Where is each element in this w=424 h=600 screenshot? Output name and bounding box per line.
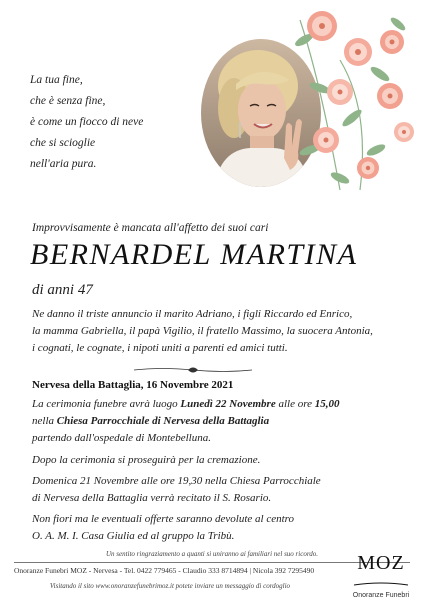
rosary-line: di Nervesa della Battaglia verrà recitato il S. Rosario.: [32, 492, 272, 504]
ceremony-text: nella: [32, 415, 57, 427]
ceremony-time: 15,00: [314, 398, 340, 410]
funeral-home-logo: [350, 552, 412, 599]
ceremony-text: La cerimonia funebre avrà luogo: [32, 398, 181, 410]
logo-swoosh-icon: [352, 581, 410, 587]
flower-decoration: [280, 0, 424, 200]
deceased-name: BERNARDEL MARTINA: [30, 238, 358, 271]
announcement: [32, 306, 373, 357]
ceremony-info: [32, 396, 339, 447]
cremation-text: Dopo la cerimonia si proseguirà per la cremazione.: [32, 454, 261, 466]
ceremony-departure: partendo dall'ospedale di Montebelluna.: [32, 432, 211, 444]
ceremony-text: alle ore: [275, 398, 315, 410]
poem-line: che è senza fine,: [30, 95, 106, 107]
dateline: Nervesa della Battaglia, 16 Novembre 2021: [32, 379, 234, 391]
thanks-note: Un sentito ringraziamento a quanti si uniranno ai familiari nel suo ricordo.: [105, 550, 319, 558]
rosary-line: Domenica 21 Novembre alle ore 19,30 nella Chiesa Parrocchiale: [32, 475, 321, 487]
funeral-home-contacts: Onoranze Funebri MOZ - Nervesa - Tel. 0422 779465 - Claudio 333 8714894 | Nicola 392 7295490: [14, 566, 315, 575]
logo-subtitle: Onoranze Funebri: [352, 592, 410, 599]
rosary-info: [32, 473, 321, 507]
logo-mark: MOZ: [357, 552, 405, 574]
ceremony-date: Lunedì 22 Novembre: [180, 398, 276, 410]
poem-line: nell'aria pura.: [30, 158, 97, 170]
age-text: di anni 47: [32, 282, 93, 298]
donation-line: O. A. M. I. Casa Giulia ed al gruppo la Tribù.: [32, 530, 235, 542]
website-note: Visitando il sito www.onoranzefunebrimoz.it potete inviare un messaggio di cordoglio: [49, 582, 291, 590]
announcement-line: la mamma Gabriella, il papà Vigilio, il fratello Massimo, la suocera Antonia,: [32, 325, 373, 337]
ceremony-church: Chiesa Parrocchiale di Nervesa della Battaglia: [56, 415, 270, 427]
donation-info: [32, 511, 294, 545]
poem-line: La tua fine,: [30, 74, 83, 86]
announcement-line: i cognati, le cognate, i nipoti uniti a parenti ed amici tutti.: [32, 342, 288, 354]
ornamental-divider: [132, 362, 254, 372]
donation-line: Non fiori ma le eventuali offerte saranno devolute al centro: [32, 513, 295, 525]
intro-text: Improvvisamente è mancata all'affetto dei suoi cari: [32, 222, 269, 234]
cremation-note: [32, 452, 260, 469]
poem-line: che si scioglie: [30, 137, 96, 149]
poem-line: è come un fiocco di neve: [30, 116, 144, 128]
announcement-line: Ne danno il triste annuncio il marito Adriano, i figli Riccardo ed Enrico,: [32, 308, 353, 320]
poem: [30, 70, 143, 175]
